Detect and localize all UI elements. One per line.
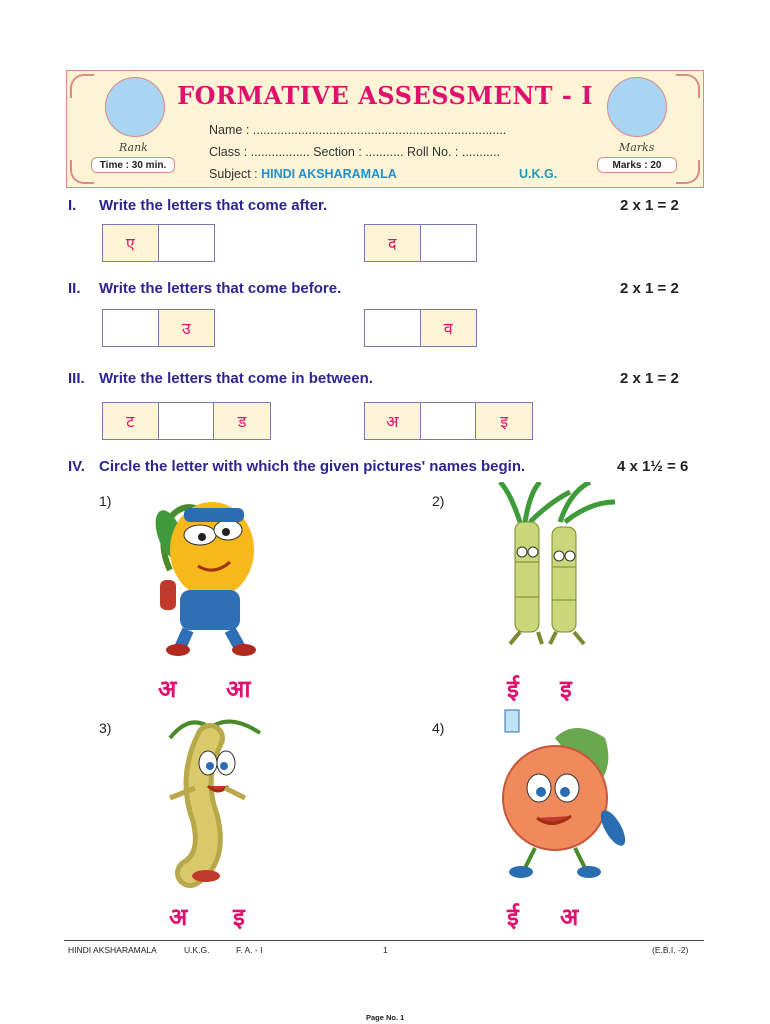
subject-line: [209, 167, 397, 181]
option-letter[interactable]: अ: [169, 904, 188, 931]
letter-cell: ट: [103, 403, 159, 439]
letter-box: [364, 402, 533, 440]
class-section-roll-field[interactable]: Class : ................. Section : ........... Roll No. : ...........: [209, 145, 501, 159]
assessment-header: [66, 70, 704, 188]
picture-number: 4): [432, 720, 445, 736]
option-letter[interactable]: ई: [507, 904, 519, 931]
question-text: Write the letters that come after.: [99, 197, 328, 214]
footer-assessment: F. A. - I: [236, 945, 263, 955]
question-marks: 2 x 1 = 2: [620, 280, 679, 297]
pomegranate-picture: [475, 708, 635, 883]
page-title: FORMATIVE ASSESSMENT - I: [177, 81, 593, 110]
mango-picture: [140, 480, 280, 660]
picture-number: 2): [432, 493, 445, 509]
letter-box: [102, 309, 215, 347]
page-number: Page No. 1: [366, 1013, 405, 1022]
time-badge: Time : 30 min.: [91, 157, 175, 173]
question-number: IV.: [68, 458, 85, 475]
question-text: Write the letters that come in between.: [99, 370, 373, 387]
question-marks: 4 x 1½ = 6: [617, 458, 689, 475]
letter-cell: व: [443, 321, 453, 338]
letter-cell: इ: [500, 414, 509, 431]
letter-cell: अ: [365, 403, 421, 439]
letter-cell: उ: [181, 321, 191, 338]
option-letter[interactable]: अ: [560, 904, 579, 931]
sugarcane-picture: [480, 482, 620, 652]
picture-number: 1): [99, 493, 112, 509]
option-letter[interactable]: अ: [158, 676, 177, 703]
question-text: Circle the letter with which the given pictures' names begin.: [99, 458, 526, 475]
letter-cell: द: [365, 225, 421, 261]
rank-label: Rank: [119, 141, 148, 154]
answer-cell[interactable]: [421, 403, 477, 439]
letter-box: [102, 402, 271, 440]
answer-cell[interactable]: [103, 310, 159, 346]
subject-label: Subject :: [209, 167, 258, 181]
subject-value: HINDI AKSHARAMALA: [261, 167, 397, 181]
option-letter[interactable]: इ: [560, 676, 572, 703]
name-field[interactable]: Name : .........................................................................: [209, 123, 507, 137]
footer-page: 1: [383, 945, 388, 955]
answer-cell[interactable]: [421, 225, 477, 261]
letter-cell: ए: [103, 225, 159, 261]
marks-badge: Marks : 20: [597, 157, 677, 173]
answer-cell[interactable]: [365, 310, 421, 346]
question-number: III.: [68, 370, 85, 387]
picture-number: 3): [99, 720, 112, 736]
letter-cell: ड: [237, 414, 247, 431]
answer-cell[interactable]: [159, 225, 215, 261]
question-marks: 2 x 1 = 2: [620, 197, 679, 214]
answer-cell[interactable]: [159, 403, 215, 439]
letter-box: [364, 309, 477, 347]
footer-grade: U.K.G.: [184, 945, 210, 955]
footer-code: (E.B.I. -2): [652, 945, 689, 955]
ornament-corner: [676, 160, 700, 184]
option-letter[interactable]: आ: [226, 676, 251, 703]
grade-label: U.K.G.: [519, 167, 558, 181]
option-letter[interactable]: इ: [233, 904, 245, 931]
option-letter[interactable]: ई: [507, 676, 519, 703]
marks-label: Marks: [619, 141, 655, 154]
question-number: I.: [68, 197, 77, 214]
tamarind-picture: [150, 708, 280, 888]
question-number: II.: [68, 280, 81, 297]
footer-divider: [64, 940, 704, 941]
question-text: Write the letters that come before.: [99, 280, 342, 297]
question-marks: 2 x 1 = 2: [620, 370, 679, 387]
letter-box: [364, 224, 477, 262]
footer-subject: HINDI AKSHARAMALA: [68, 945, 157, 955]
letter-box: [102, 224, 215, 262]
